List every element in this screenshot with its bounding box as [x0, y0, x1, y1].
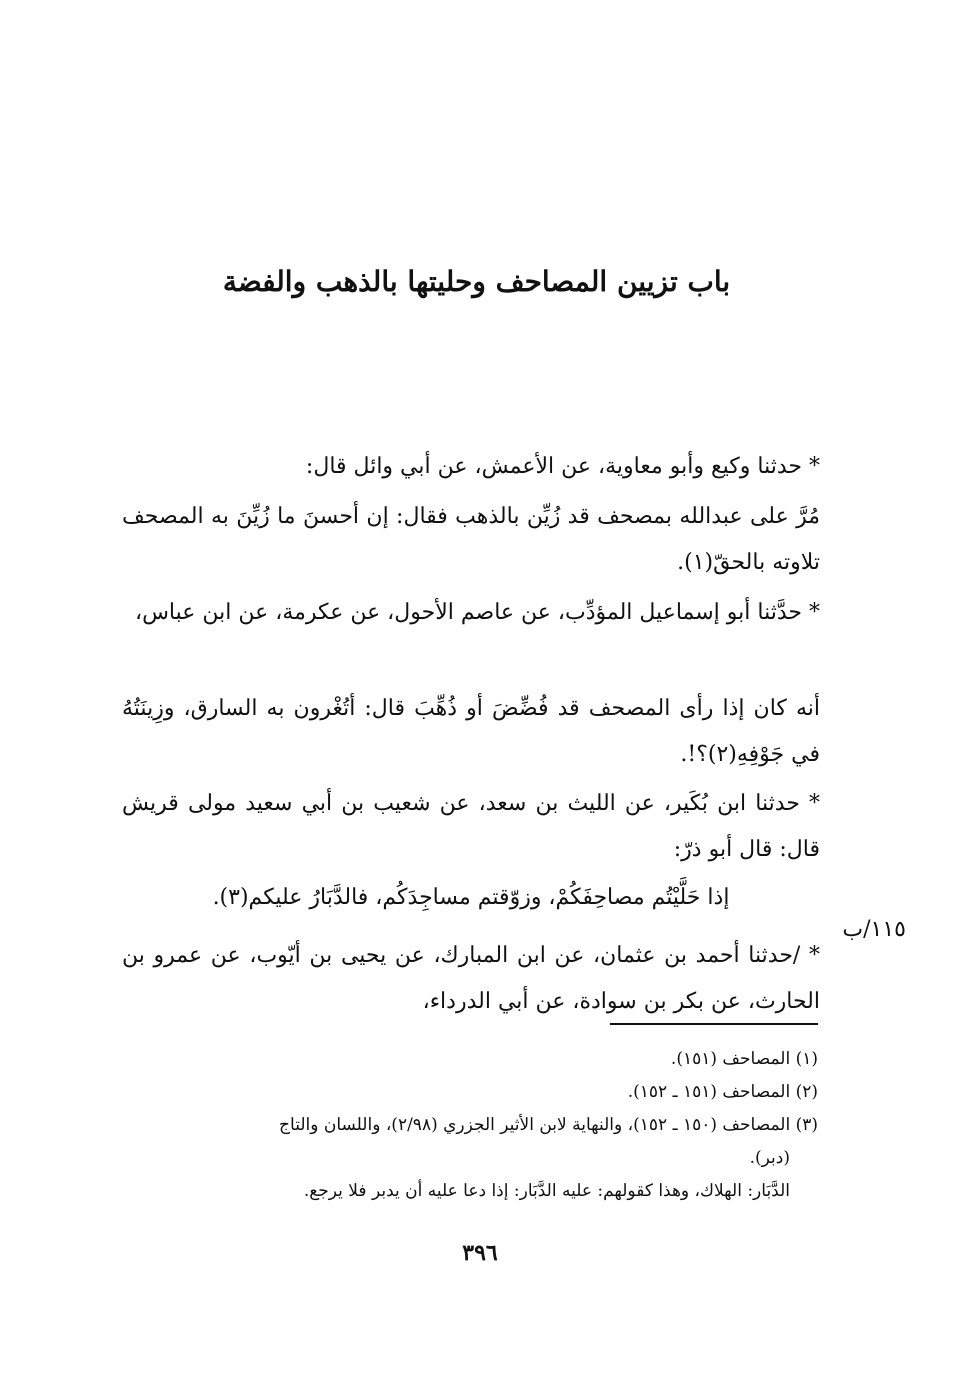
footnote-1: (١) المصاحف (١٥١). — [670, 1049, 818, 1069]
isnad-paragraph-4: * /حدثنا أحمد بن عثمان، عن ابن المبارك، عن يحيى بن أيّوب، عن عمرو بن الحارث، عن بكر بن سوادة، عن أبي الدرداء، — [122, 943, 820, 1014]
isnad-paragraph-1: * حدثنا وكيع وأبو معاوية، عن الأعمش، عن أبي وائل قال: — [305, 454, 820, 479]
matn-paragraph-1: مُرَّ على عبدالله بمصحف قد زُيِّن بالذهب فقال: إن أحسنَ ما زُيِّنَ به المصحف تلاوته بالحقّ(١). — [122, 504, 820, 575]
footnote-3: (٣) المصاحف (١٥٠ ـ ١٥٢)، والنهاية لابن الأثير الجزري (٢/٩٨)، واللسان والتاج — [279, 1115, 818, 1135]
manuscript-folio-marker: ١١٥/ب — [842, 917, 906, 942]
footnotes — [120, 1043, 818, 1208]
footnote-2: (٢) المصاحف (١٥١ ـ ١٥٢). — [627, 1082, 818, 1102]
footnote-separator — [610, 1023, 818, 1025]
footnote-3-gloss: الدَّبَار: الهلاك، وهذا كقولهم: عليه الدَّبَار: إذا دعا عليه أن يدبر فلا يرجع. — [303, 1181, 790, 1201]
isnad-paragraph-3: * حدثنا ابن بُكَير، عن الليث بن سعد، عن شعيب بن أبي سعيد مولى قريش قال: قال أبو ذرّ: — [122, 791, 820, 862]
matn-paragraph-3: إذا حَلَّيْتُم مصاحِفَكُمْ، وزوّقتم مساجِدَكُم، فالدَّبَارُ عليكم(٣). — [212, 885, 730, 910]
page-number: ٣٩٦ — [462, 1240, 498, 1266]
chapter-title: باب تزيين المصاحف وحليتها بالذهب والفضة — [222, 265, 731, 298]
matn-paragraph-2: أنه كان إذا رأى المصحف قد فُضِّضَ أو ذُهِّبَ قال: أتُغْرون به السارق، وزِينَتُهُ في جَوْفِهِ(٢)؟!. — [122, 696, 820, 767]
footnote-3-continued: (دبر). — [749, 1148, 790, 1168]
isnad-paragraph-2: * حدَّثنا أبو إسماعيل المؤدِّب، عن عاصم الأحول، عن عكرمة، عن ابن عباس، — [134, 600, 820, 625]
